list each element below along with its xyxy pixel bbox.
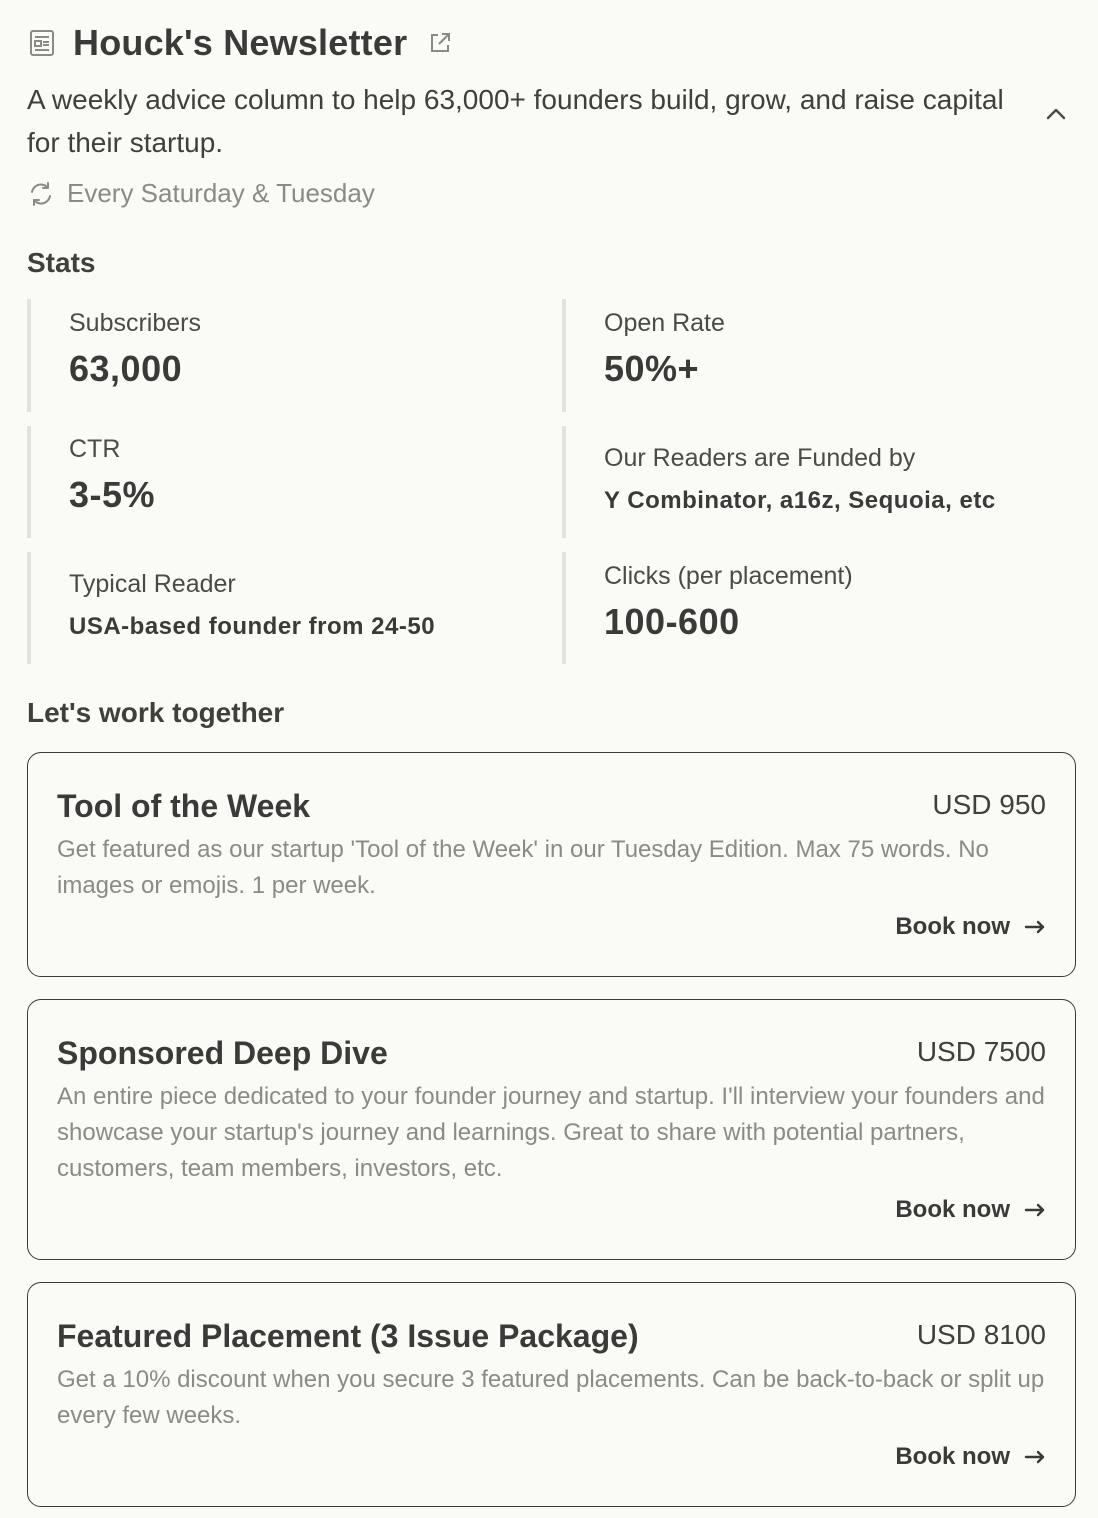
external-link-icon[interactable] xyxy=(427,30,453,56)
arrow-right-icon xyxy=(1024,916,1046,938)
stat-value: USA-based founder from 24-50 xyxy=(69,613,436,640)
arrow-right-icon xyxy=(1024,1446,1046,1468)
offer-description: An entire piece dedicated to your founder journey and startup. I'll interview your founders and showcase your startup's journey and learnings. Great to share with potential partners, customers, team members, investors, etc. xyxy=(57,1083,1045,1182)
book-now-label: Book now xyxy=(895,1443,1010,1470)
work-together-heading: Let's work together xyxy=(27,697,285,728)
offer-card xyxy=(27,752,1076,977)
offer-price: USD 7500 xyxy=(916,1036,1046,1067)
stat-funded-by xyxy=(562,426,1072,538)
offer-title: Sponsored Deep Dive xyxy=(57,1035,388,1071)
stat-label: Clicks (per placement) xyxy=(604,562,853,590)
stat-value: 100-600 xyxy=(604,601,740,642)
book-now-label: Book now xyxy=(895,1196,1010,1223)
frequency xyxy=(27,178,375,209)
stat-label: CTR xyxy=(69,435,121,463)
offer-description: Get a 10% discount when you secure 3 featured placements. Can be back-to-back or split up every few weeks. xyxy=(57,1366,1045,1429)
stat-typical-reader xyxy=(27,552,537,664)
stat-open-rate xyxy=(562,299,1072,412)
stat-value: Y Combinator, a16z, Sequoia, etc xyxy=(604,487,996,514)
stat-label: Subscribers xyxy=(69,309,201,337)
frequency-text: Every Saturday & Tuesday xyxy=(67,178,375,208)
stat-label: Our Readers are Funded by xyxy=(604,444,916,472)
stat-label: Typical Reader xyxy=(69,570,236,598)
offer-description: Get featured as our startup 'Tool of the Week' in our Tuesday Edition. Max 75 words. No images or emojis. 1 per week. xyxy=(57,836,989,899)
stat-value: 63,000 xyxy=(69,348,183,389)
stat-clicks xyxy=(562,552,1072,664)
stat-subscribers xyxy=(27,299,537,412)
header xyxy=(27,22,453,64)
stat-label: Open Rate xyxy=(604,309,725,337)
offer-title: Tool of the Week xyxy=(57,788,311,824)
stat-value: 3-5% xyxy=(69,474,156,515)
stats-heading: Stats xyxy=(27,247,96,278)
offer-card xyxy=(27,999,1076,1260)
newsletter-description: A weekly advice column to help 63,000+ founders build, grow, and raise capital for their startup. xyxy=(27,84,1004,158)
book-now-button[interactable] xyxy=(895,913,1046,941)
offer-price: USD 950 xyxy=(932,789,1046,820)
newsletter-title: Houck's Newsletter xyxy=(73,22,408,63)
book-now-button[interactable] xyxy=(895,1443,1046,1471)
offer-title: Featured Placement (3 Issue Package) xyxy=(57,1318,639,1354)
offer-card xyxy=(27,1282,1076,1507)
stat-value: 50%+ xyxy=(604,348,700,389)
book-now-button[interactable] xyxy=(895,1196,1046,1224)
document-icon xyxy=(27,28,57,58)
chevron-up-icon[interactable] xyxy=(1042,100,1070,128)
arrow-right-icon xyxy=(1024,1199,1046,1221)
book-now-label: Book now xyxy=(895,913,1010,940)
offer-price: USD 8100 xyxy=(916,1319,1046,1350)
stat-ctr xyxy=(27,426,537,538)
refresh-icon xyxy=(27,180,55,208)
